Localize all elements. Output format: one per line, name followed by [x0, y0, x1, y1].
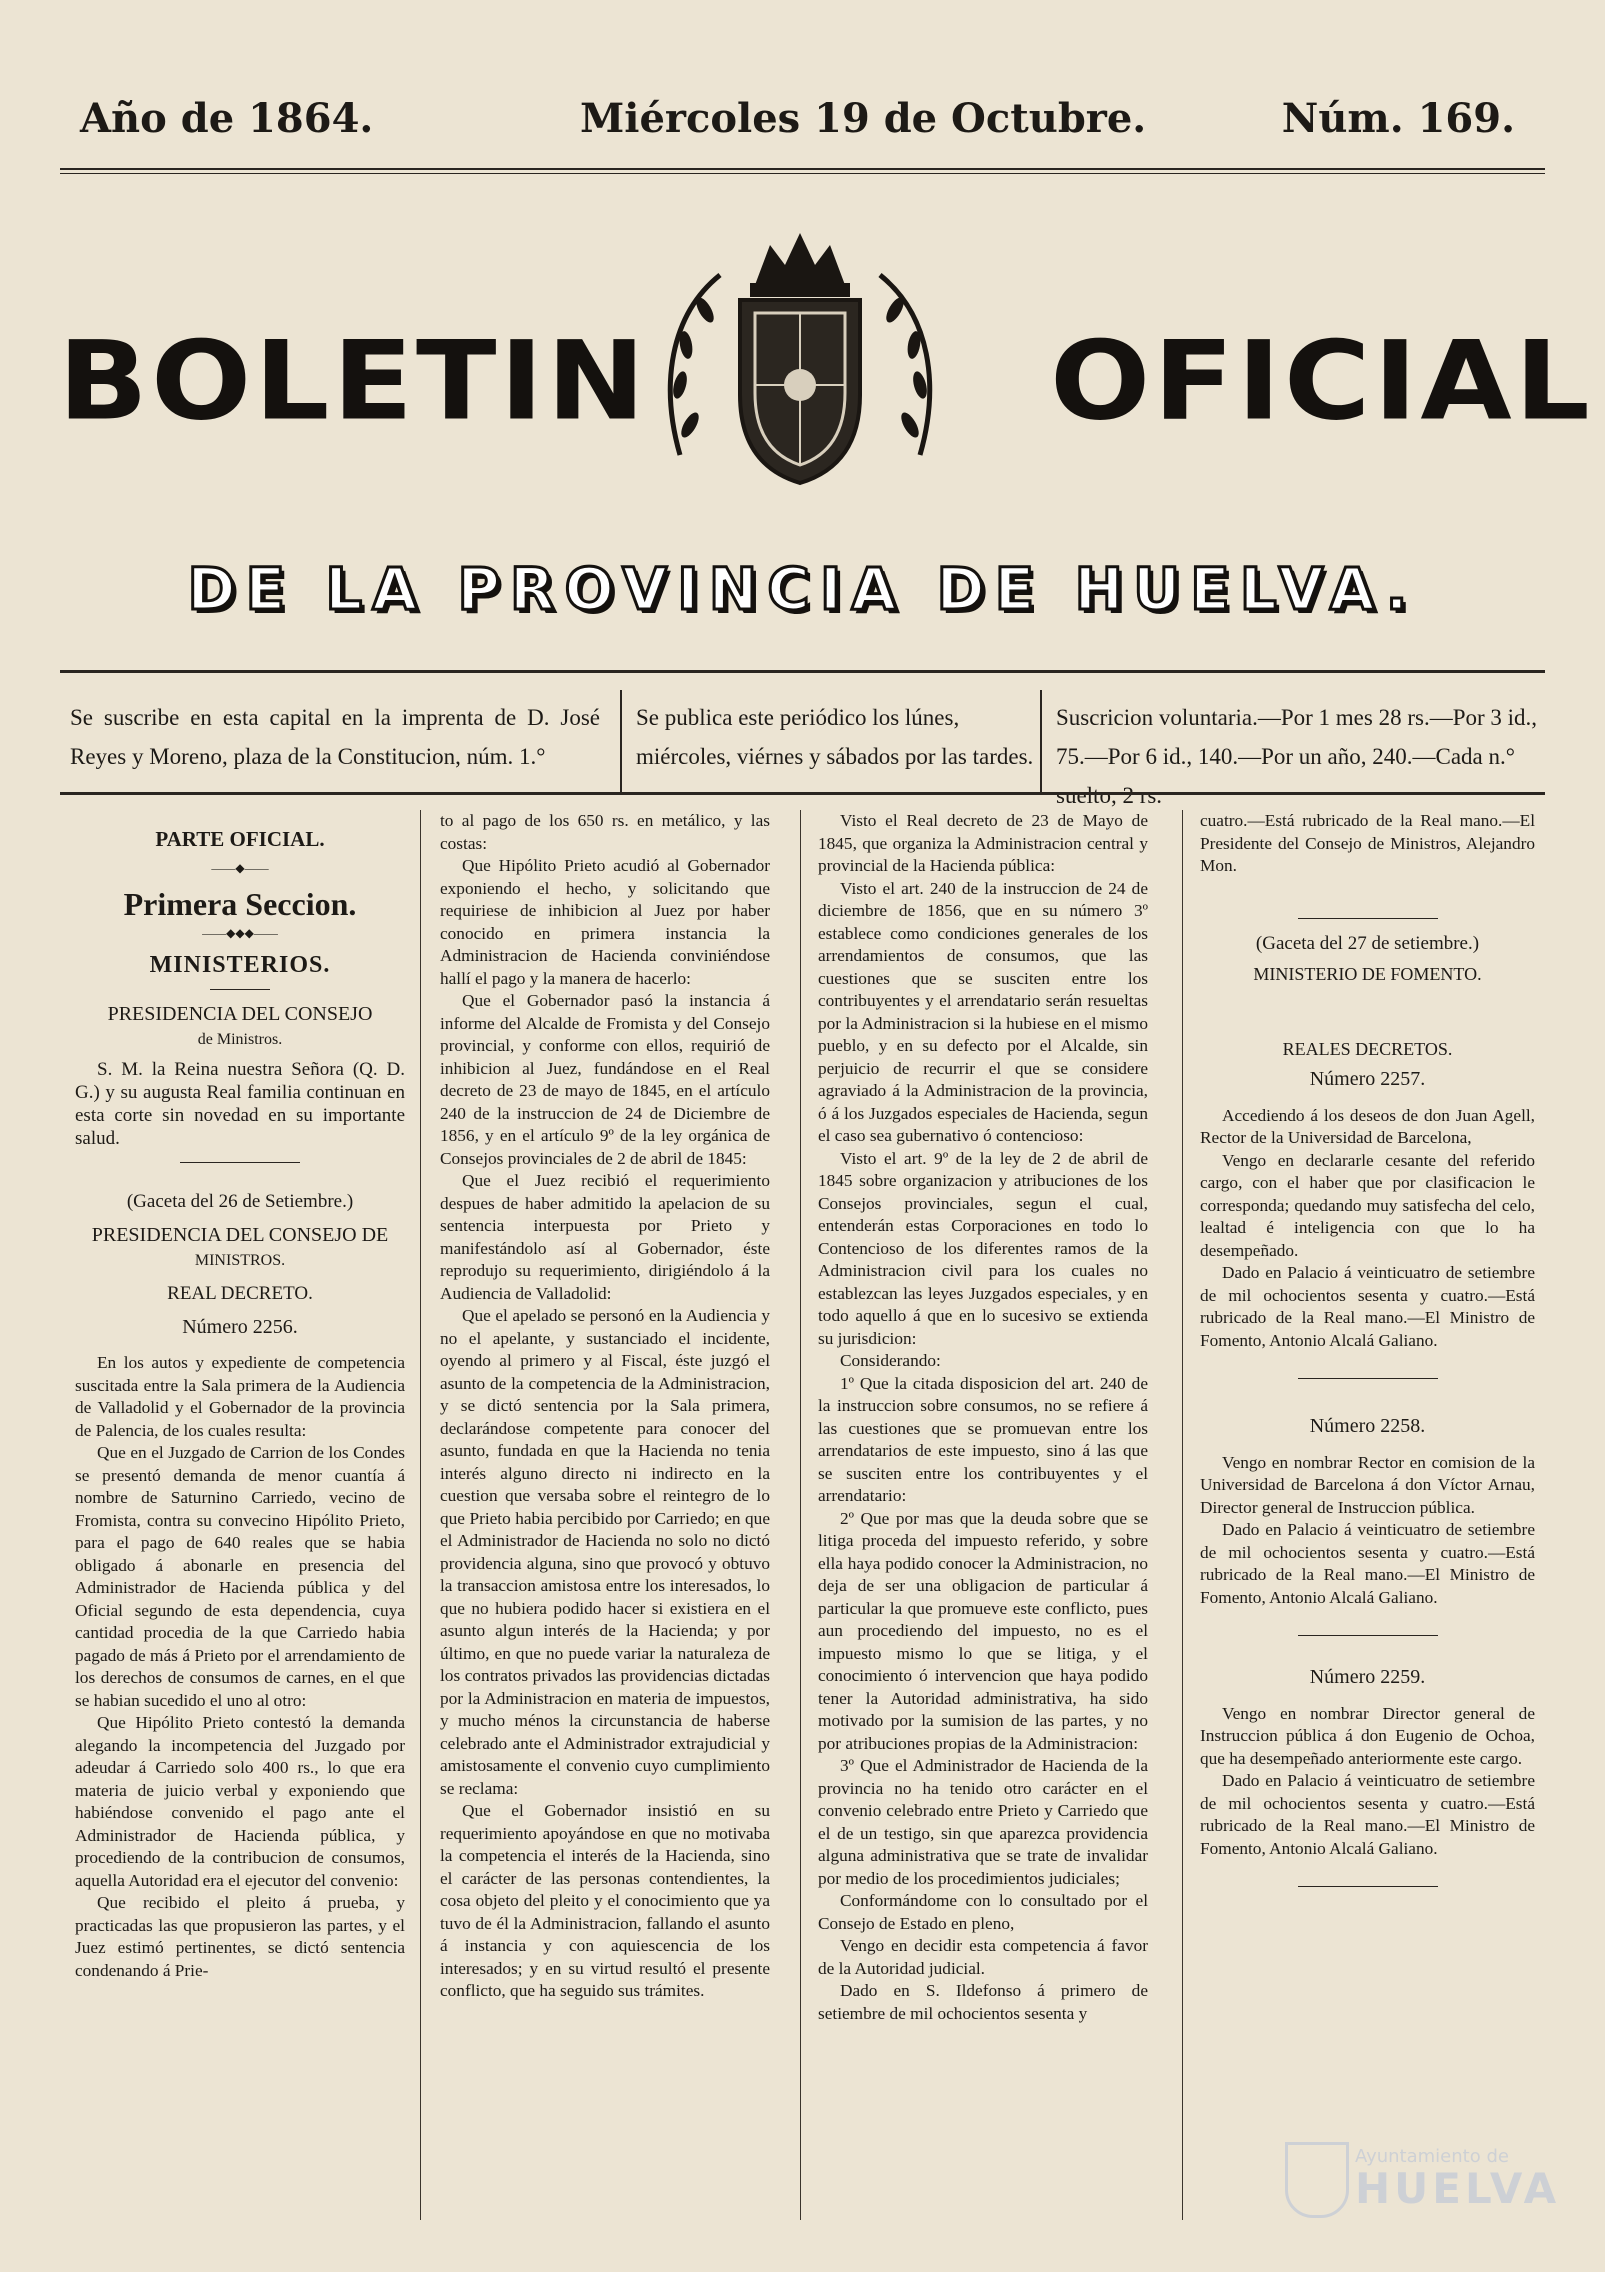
- issue-year: Año de 1864.: [80, 95, 374, 142]
- paragraph: Vengo en declararle cesante del referido cargo, con el haber que por clasificacion le corresponda; quedando muy satisfecha del celo, lealtad é inteligencia con que lo ha desempeñado.: [1200, 1150, 1535, 1260]
- heading-reales-decretos: REALES DECRETOS.: [1282, 1038, 1453, 1059]
- column-4: [1200, 810, 1535, 2230]
- subscription-info: Se suscribe en esta capital en la imprenta de D. José Reyes y Moreno, plaza de la Constitucion, núm. 1.°: [70, 705, 600, 769]
- paragraph: Que el Gobernador insistió en su requerimiento apoyándose en que no motivaba la competencia el interés de la Hacienda, sino el carácter de las personas contendientes, la cosa objeto del pleito y el conocimiento que ya tuvo de él la Administracion, fallando el asunto á instancia y con aquiescencia de los interesados; y en su virtud resultó el presente conflicto, que ha seguido sus trámites.: [440, 1801, 770, 2000]
- issue-date: Miércoles 19 de Octubre.: [580, 95, 1147, 142]
- issue-number: Núm. 169.: [1281, 95, 1515, 142]
- coat-of-arms-icon: [650, 225, 950, 495]
- publication-days: Se publica este periódico los lúnes, miércoles, viérnes y sábados por las tardes.: [620, 690, 1036, 793]
- heading-presidencia-2-line1: PRESIDENCIA DEL CONSEJO DE: [91, 1224, 389, 1246]
- paragraph: Visto el Real decreto de 23 de Mayo de 1845, que organiza la Administracion central y provincial de la Hacienda pública:: [818, 811, 1148, 875]
- divider: [1298, 1886, 1438, 1887]
- divider: [210, 989, 270, 990]
- paragraph: Conformándome con lo consultado por el Consejo de Estado en pleno,: [818, 1891, 1148, 1933]
- paragraph: En los autos y expediente de competencia suscitada entre la Sala primera de la Audiencia de Valladolid y el Gobernador de la provincia de Palencia, de los cuales resulta:: [75, 1353, 405, 1440]
- section-heading-primera: Primera Seccion.: [123, 886, 357, 922]
- paragraph: Que Hipólito Prieto contestó la demanda alegando la incompetencia del Juzgado por adeudar á Carriedo solo 400 rs., lo que era materia de juicio verbal y exponiendo que habiéndose convenido el pago ante el Administrador de Hacienda pública, y procediendo de la contribucion de consumos, aquella Autoridad era el ejecutor del convenio:: [75, 1713, 405, 1890]
- shield-icon: [1285, 2142, 1349, 2218]
- paragraph: to al pago de los 650 rs. en metálico, y las costas:: [440, 811, 770, 853]
- decree-number: Número 2256.: [182, 1315, 298, 1338]
- divider: [1298, 1378, 1438, 1379]
- band-top-rule: [60, 670, 1545, 673]
- paragraph: 3º Que el Administrador de Hacienda de la provincia no ha tenido otro carácter en el convenio celebrado entre Prieto y Carriedo que el de un testigo, sin que aparezca providencia alguna administrativa que se trate de invalidar por medio de los procedimientos judiciales;: [818, 1756, 1148, 1888]
- subscription-band: [60, 690, 1545, 808]
- divider: [1298, 1635, 1438, 1636]
- dateline: [60, 95, 1545, 145]
- divider: [1298, 918, 1438, 919]
- paragraph: Visto el art. 240 de la instruccion de 24 de diciembre de 1856, que en su número 3º establece como condiciones generales de los arrendamientos de consumos, que las cuestiones que se susciten entre los contribuyentes y el arrendatario serán resueltas por la Administracion si la hubiese en el mismo pueblo, y en su defecto por el Alcalde, sin perjuicio de recurrir el que se considere agraviado á la Administracion de la provincia, ó á los Juzgados especiales de Hacienda, segun el caso sea gubernativo ó contencioso:: [818, 878, 1148, 1145]
- heading-ministerios: MINISTERIOS.: [149, 952, 331, 978]
- paragraph: Vengo en nombrar Director general de Instruccion pública á don Eugenio de Ochoa, que ha desempeñado anteriormente este cargo.: [1200, 1703, 1535, 1768]
- watermark-line1: Ayuntamiento de: [1355, 2146, 1509, 2167]
- paragraph: S. M. la Reina nuestra Señora (Q. D. G.) y su augusta Real familia continuan en esta corte sin novedad en su importante salud.: [75, 1058, 405, 1149]
- gaceta-reference: (Gaceta del 27 de setiembre.): [1255, 932, 1480, 954]
- divider: [180, 1162, 300, 1163]
- paragraph: Que el apelado se personó en la Audiencia y no el apelante, y sustanciado el incidente, oyendo al primero y al Fiscal, éste juzgó el asunto de la competencia de la Administracion, y se dictó sentencia por la Sala primera, declarándose competente para conocer del asunto, fundada en que la Hacienda no tenia interés alguno directo ni indirecto en la cuestion que versaba sobre el reintegro de lo que Prieto habia percibido por Carriedo; en que el Administrador de Hacienda no solo no dictó providencia alguna, sino que provocó y obtuvo la transaccion amistosa entre los interesados, lo que no hubiera podido hacer si existiera en el asunto algun interés de la Hacienda; y por último, en que no puede variar la naturaleza de los contratos privados las providencias dictadas por la Administracion en materia de impuestos, y mucho ménos la circunstancia de haberse celebrado ante el Administrador extrajudicial y amistosamente el convenio cuyo cumplimiento se reclama:: [440, 1306, 770, 1798]
- masthead-title-left: BOLETIN: [58, 317, 649, 445]
- column-divider: [420, 810, 421, 2220]
- paragraph: Que Hipólito Prieto acudió al Gobernador exponiendo el hecho, y solicitando que requiriese de inhibicion al Juez por haber conocido en primera instancia la Administracion de Hacienda conviniéndose hallí el pago y la manera de hacerlo:: [440, 856, 770, 988]
- paragraph: Considerando:: [840, 1351, 941, 1370]
- paragraph: Que el Gobernador pasó la instancia á informe del Alcalde de Fromista y del Consejo provincial, y conforme con ellos, requirió de inhibicion al Juez, fundándose en el Real decreto de 23 de mayo de 1845, en el artículo 240 de la instruccion de 24 de Diciembre de 1856, y en el artículo 9º de la ley orgánica de Consejos provinciales de 2 de abril de 1845:: [440, 991, 770, 1168]
- archive-watermark: [1245, 2142, 1561, 2213]
- column-1: [75, 810, 405, 2230]
- paragraph: 2º Que por mas que la deuda sobre que se litiga proceda del impuesto referido, y sobre ella haya podido conocer la Administracion, no deja de ser una obligacion de particular á particular la que promueve este conflicto, pues aun procediendo del impuesto, no es el impuesto mismo lo que se litiga, y el conocimiento ó intervencion que haya podido tener la Autoridad administrativa, ha sido motivado por la sumision de las partes, y no por atribuciones propias de la Administracion:: [818, 1508, 1148, 1753]
- paragraph: Que recibido el pleito á prueba, y practicadas las que propusieron las partes, y el Juez estimó pertinentes, se dictó sentencia condenando á Prie-: [75, 1893, 405, 1980]
- paragraph: Dado en Palacio á veinticuatro de setiembre de mil ochocientos sesenta y cuatro.—Está rubricado de la Real mano.—El Ministro de Fomento, Antonio Alcalá Galiano.: [1200, 1771, 1535, 1858]
- heading-presidencia-line1: PRESIDENCIA DEL CONSEJO: [107, 1002, 373, 1025]
- section-heading-parte-oficial: PARTE OFICIAL.: [155, 827, 325, 851]
- column-divider: [800, 810, 801, 2220]
- paragraph: Accediendo á los deseos de don Juan Agell, Rector de la Universidad de Barcelona,: [1200, 1105, 1535, 1147]
- paragraph: Vengo en nombrar Rector en comision de la Universidad de Barcelona á don Víctor Arnau, Director general de Instruccion pública.: [1200, 1452, 1535, 1517]
- heading-presidencia: [75, 1002, 405, 1052]
- column-divider: [1182, 810, 1183, 2220]
- masthead-subtitle: DE LA PROVINCIA DE HUELVA.: [187, 555, 1418, 623]
- paragraph: cuatro.—Está rubricado de la Real mano.—El Presidente del Consejo de Ministros, Alejandro Mon.: [1200, 811, 1535, 875]
- decree-number: Número 2258.: [1309, 1415, 1426, 1437]
- heading-presidencia-2: [75, 1223, 405, 1273]
- decree-number: Número 2257.: [1309, 1068, 1426, 1090]
- watermark-line2: HUELVA: [1355, 2164, 1561, 2213]
- subscription-prices: Suscricion voluntaria.—Por 1 mes 28 rs.—Por 3 id., 75.—Por 6 id., 140.—Por un año, 240.—Cada n.° suelto, 2 rs.: [1040, 690, 1556, 793]
- paragraph: Visto el art. 9º de la ley de 2 de abril de 1845 sobre organizacion y atribuciones de los Consejos provinciales, segun el cual, entenderán estas Corporaciones en todo lo Contencioso de los diferentes ramos de la Administracion civil para los cuales no establezcan las leyes Juzgados especiales, y en todo aquello á que en lo sucesivo se extienda su jurisdicion:: [818, 1148, 1148, 1348]
- masthead-title-right: OFICIAL: [1050, 317, 1593, 445]
- column-2: [440, 810, 770, 2230]
- heading-presidencia-2-line2: MINISTROS.: [194, 1252, 286, 1269]
- heading-ministerio-fomento: MINISTERIO DE FOMENTO.: [1253, 964, 1482, 984]
- gaceta-reference: (Gaceta del 26 de Setiembre.): [126, 1190, 354, 1212]
- paragraph: Dado en Palacio á veinticuatro de setiembre de mil ochocientos sesenta y cuatro.—Está rubricado de la Real mano.—El Ministro de Fomento, Antonio Alcalá Galiano.: [1200, 1520, 1535, 1607]
- heading-presidencia-line2: de Ministros.: [197, 1030, 283, 1048]
- decree-number: Número 2259.: [1309, 1666, 1426, 1688]
- paragraph: 1º Que la citada disposicion del art. 240 de la instruccion sobre consumos, no se refiere á las cuestiones que se promuevan entre los arrendatarios de este impuesto, sino á las que se susciten entre los contribuyentes y el arrendatario:: [818, 1373, 1148, 1505]
- paragraph: Que el Juez recibió el requerimiento despues de haber admitido la apelacion de su sentencia interpuesta por Prieto y manifestándolo así al Gobernador, éste reprodujo su requerimiento, dirigiéndolo á la Audiencia de Valladolid:: [440, 1171, 770, 1303]
- ornament-divider: ——◆◆◆——: [202, 925, 278, 940]
- ornament-divider: ——◆——: [211, 860, 269, 875]
- dateline-rule-thin: [60, 173, 1545, 174]
- heading-real-decreto: REAL DECRETO.: [167, 1283, 313, 1304]
- band-bottom-rule: [60, 792, 1545, 795]
- paragraph: Vengo en decidir esta competencia á favor de la Autoridad judicial.: [818, 1936, 1148, 1978]
- column-3: [818, 810, 1148, 2230]
- paragraph: Dado en S. Ildefonso á primero de setiembre de mil ochocientos sesenta y: [818, 1981, 1148, 2023]
- paragraph: Dado en Palacio á veinticuatro de setiembre de mil ochocientos sesenta y cuatro.—Está rubricado de la Real mano.—El Ministro de Fomento, Antonio Alcalá Galiano.: [1200, 1263, 1535, 1350]
- paragraph: Que en el Juzgado de Carrion de los Condes se presentó demanda de menor cuantía á nombre de Saturnino Carriedo, vecino de Fromista, contra su convecino Hipólito Prieto, para el pago de 640 reales que se habia obligado á abonarle en presencia del Administrador de Hacienda pública y del Oficial segundo de esta dependencia, cuya cantidad procedia de la que Carriedo habia pagado de más á Prieto por el arrendamiento de los derechos de consumos de carnes, en el que se habian sucedido el uno al otro:: [75, 1443, 405, 1710]
- dateline-rule: [60, 168, 1545, 170]
